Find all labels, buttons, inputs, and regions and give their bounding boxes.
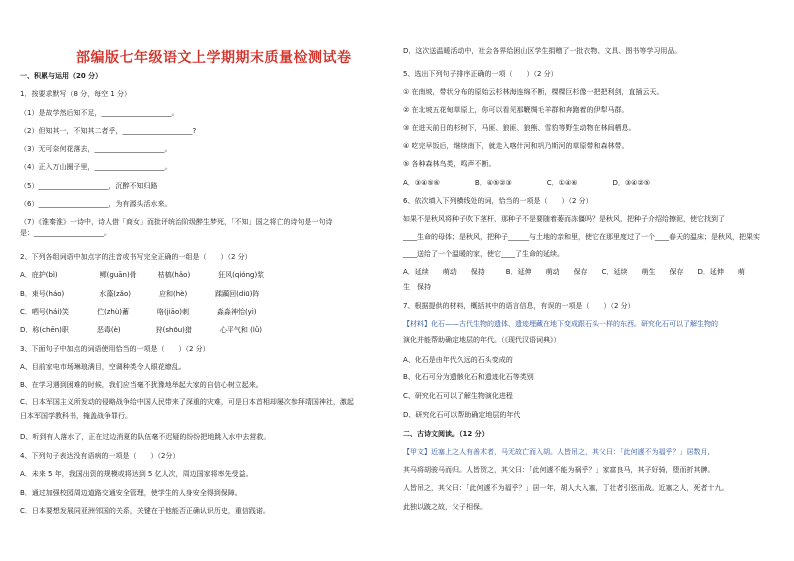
left-line-16: 3、下面句子中加点的词语使用恰当的一项是（ ）（2 分）	[20, 345, 210, 353]
left-line-2: 1．按要求默写（8 分，每空 1 分）	[20, 90, 132, 98]
right-line-12: ____送给了一个温暖的家，使它____了生命的延续。	[403, 250, 564, 258]
right-line-13: A．延续 萌动 保持 B．延伸 萌动 保存 C．延续 萌生 保存 D．延伸 萌	[403, 268, 745, 276]
right-line-20: C、研究化石可以了解生物演化进程	[403, 392, 513, 400]
right-line-25: 人皆吊之，其父曰：「此何遽不为福乎？」居一年，胡人大入塞，丁壮者引弦而战。近塞之人，死者十九。	[403, 484, 729, 492]
right-line-9: 6、依次填入下列横线处的词，恰当的一项是（ ）（2 分）	[403, 197, 593, 205]
left-line-1: 一、积累与运用（20 分）	[20, 72, 103, 80]
left-line-24: B．通过加强校园周边道路交通安全管理，使学生的人身安全得到保障。	[20, 489, 242, 497]
right-line-22: 二、古诗文阅读。（12 分）	[403, 430, 489, 438]
right-line-7: ⑤ 各种森林鸟类，鸣声不断。	[403, 160, 496, 168]
right-line-6: ④ 吃完早饭后，继续南下，就走入喀什河和巩乃斯河的草原带和森林带。	[403, 142, 629, 150]
right-line-11: ____生命的母体；是秋风，把种子______与土地的亲和里，使它在那里度过了一个____春天的温床；是秋风，把果实	[403, 233, 760, 241]
left-line-18: B、在学习遇到困难的时候，我们应当毫不犹豫地举起大家的自信心树立起来。	[20, 381, 263, 389]
right-line-18: A、化石是由年代久远的石头变成的	[403, 356, 513, 364]
left-line-17: A、目前家电市场琳琅满目，空调种类令人眼花缭乱。	[20, 363, 186, 371]
left-line-6: （4）正入万山圈子里，____________________。	[20, 163, 172, 171]
left-line-19: C、日本军国主义所发动的侵略战争给中国人民带来了深重的灾难，可是日本首相却屡次参拜靖国神社，激起	[20, 398, 354, 406]
left-line-20: 日本军国学教科书，掩盖战争罪行。	[20, 412, 132, 420]
left-line-22: 4、下列句子表达没有语病的一项是（ ）（2分）	[20, 452, 180, 460]
right-line-10: 如果不是秋风将种子吹下茎杆，那种子不是要随着萎而冻僵吗？是秋风，把种子介绍给擦泥，使它找到了	[403, 215, 725, 223]
right-line-3: ① 在南坡，带状分布的原始云杉林海连绵不断，棵棵巨杉像一把把利剑，直插云天。	[403, 88, 664, 96]
left-line-5: （3）无可奈何花落去，____________________。	[20, 145, 172, 153]
right-line-4: ② 在北坡五花甸草原上，你可以看见那鞭绸毛羊群和奔跑着的伊犁马群。	[403, 106, 629, 114]
right-line-1: D．这次送温暖活动中，社会各界给困山区学生捐赠了一批衣物、文具、图书等学习用品。	[403, 47, 682, 55]
right-line-19: B、化石可分为遗骸化石和遗迹化石等类别	[403, 373, 534, 381]
left-line-10: 是：____________________。	[20, 229, 111, 237]
right-line-5: ③ 在进天前日的杉树下，马匪、狼匪、狼熊、雪豹等野生动物在林间栖息。	[403, 124, 636, 132]
left-line-11: 2、下列各组词语中加点字的注音或书写完全正确的一组是（ ）（2 分）	[20, 253, 252, 261]
right-line-8: A．③④⑤⑥ B．④⑤②③ C．①④⑥ D．③④②⑤	[403, 179, 650, 187]
right-line-15: 7、根据提供的材料，概括其中的语言信息，有误的一项是（ ）（2 分）	[403, 302, 635, 310]
right-line-23: 【甲文】近塞上之人有善术者，马无故亡而入胡。人皆吊之，其父曰：「此何遽不为福乎？」居数月,	[403, 448, 710, 456]
right-line-21: D、研究化石可以帮助确定地层的年代	[403, 411, 521, 419]
right-line-14: 生 保持	[403, 283, 431, 291]
left-line-12: A．庇护(bì) 鳏(guān)骨 枯槁(hǎo) 狂风(qióng)浆	[20, 271, 265, 279]
right-line-2: 5、选出下列句子排序正确的一项（ ）（2 分）	[403, 70, 558, 78]
right-line-24: 其马将胡骏马而归。人皆贺之，其父曰：「此何遽不能为祸乎？」家富良马，其子好骑，堕而折其髀。	[403, 466, 715, 474]
left-line-23: A．未来 5 年，我国出资的规模或将达到 5 亿人次，周边国家将率先受益。	[20, 470, 253, 478]
left-line-13: B．束号(háo) 水藻(zǎo) 应和(hè) 蹂躏回(diū)阵	[20, 290, 260, 298]
right-line-17: 演化并能帮助确定地层的年代。（《现代汉语词典》）	[403, 336, 561, 344]
right-line-26: 此独以跛之故，父子相保。	[403, 503, 487, 511]
left-line-15: D．称(chēn)职 恶毒(è) 狩(shōu)猎 心平气和 (lǜ)	[20, 326, 262, 334]
left-line-9: （7）《淮秦淮》一诗中，诗人借「商女」而批评统治阶级醉生梦死，「不知」国之将亡的诗句是一句诗	[20, 218, 333, 226]
left-line-14: C．哂号(hái)笑 伫(zhù)蓄 咯(jiāo)刺 淼淼神怡(yì)	[20, 308, 257, 316]
page-title: 部编版七年级语文上学期期末质量检测试卷	[76, 50, 352, 66]
left-line-25: C．日本要想发展同亚洲邻国的关系，关键在于他能否正确认识历史，重信践诺。	[20, 507, 270, 515]
left-line-7: （5）____________________，沉醉不知归路	[20, 182, 158, 190]
left-line-3: （1）是故学然后知不足，____________________。	[20, 109, 179, 117]
left-line-21: D、听到有人落水了，正在过边消夏的队伍毫不迟疑的纷纷把地跳入水中去营救。	[20, 433, 271, 441]
right-line-16: 【材料】化石——古代生物的遗体、遗迹埋藏在地下变成跟石头一样的东西。研究化石可以了解生物的	[403, 320, 718, 328]
left-line-4: （2）但知其一，不知其二者乎，____________________?	[20, 127, 197, 135]
left-line-8: （6）____________________，为有源头活水来。	[20, 200, 172, 208]
